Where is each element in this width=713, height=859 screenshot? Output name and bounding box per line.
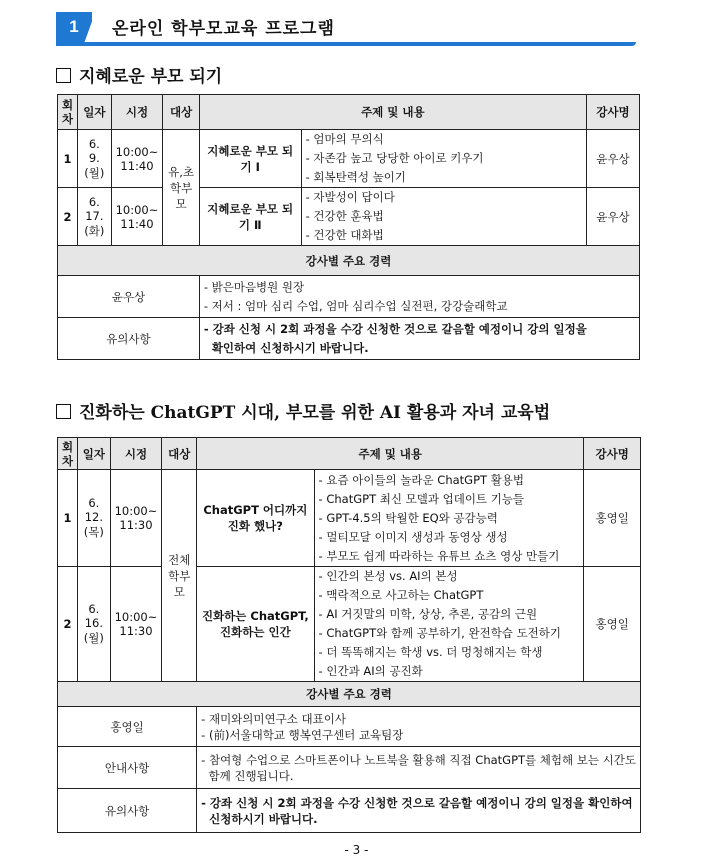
career-header: 강사별 주요 경력 [58, 246, 640, 276]
col-no: 회차 [58, 95, 78, 130]
section-2-table [57, 437, 641, 833]
career-row: 윤우상 - 밝은마음병원 원장 - 저서 : 엄마 심리 수업, 엄마 심리수업 실전편, 강강술래학교 [58, 276, 640, 318]
col-lecturer: 강사명 [586, 95, 639, 130]
topic-title: 진화하는 ChatGPT, 진화하는 인간 [197, 567, 314, 682]
col-target: 대상 [163, 95, 199, 130]
col-topic: 주제 및 내용 [199, 95, 586, 130]
topic-items: - 엄마의 무의식 - 자존감 높고 당당한 아이로 키우기 - 회복탄력성 높이기 [301, 130, 586, 188]
section-2-title: 진화하는 ChatGPT 시대, 부모를 위한 AI 활용과 자녀 교육법 [56, 398, 550, 423]
col-time: 시정 [111, 95, 163, 130]
page-number: - 3 - [344, 843, 369, 857]
target-cell: 유,초 학부모 [163, 130, 199, 246]
topic-items: - 인간의 본성 vs. AI의 본성 - 맥락적으로 사고하는 ChatGPT - AI 거짓말의 미학, 상상, 추론, 공감의 근원 - ChatGPT와 함께 공부하기, 완전학습 도전하기 - 더 똑똑해지는 학생 vs. 더 멍청해지는 학생 - 인간과 AI의 공진화 [314, 567, 584, 682]
table-header-row: 회차 일자 시정 대상 주제 및 내용 강사명 [58, 438, 641, 470]
table-header-row [58, 95, 640, 130]
checkbox-square-icon [56, 68, 71, 83]
section-1-table [57, 94, 640, 360]
career-header: 강사별 주요 경력 [58, 682, 641, 707]
table-row: 2 6. 17. (화) 10:00~ 11:40 지혜로운 부모 되기 Ⅱ - 자발성이 답이다 - 건강한 훈육법 - 건강한 대화법 윤우상 [58, 188, 640, 246]
topic-title: 지혜로운 부모 되기 Ⅰ [199, 130, 301, 188]
topic-title: 지혜로운 부모 되기 Ⅱ [199, 188, 301, 246]
checkbox-square-icon [56, 404, 71, 419]
topic-title: ChatGPT 어디까지 진화 했나? [197, 470, 314, 567]
note-row: 안내사항 - 참여형 수업으로 스마트폰이나 노트북을 활용해 직접 ChatGPT를 체험해 보는 시간도 함께 진행됩니다. [58, 747, 641, 789]
col-date: 일자 [78, 95, 111, 130]
section-header [56, 12, 636, 46]
target-cell: 전체 학부모 [162, 470, 197, 682]
header-number: 1 [56, 12, 92, 42]
section-1-title: 지혜로운 부모 되기 [56, 62, 222, 87]
header-underline [56, 42, 636, 46]
note-row: 유의사항 - 강좌 신청 시 2회 과정을 수강 신청한 것으로 갈음할 예정이니 강의 일정을 확인하여 신청하시기 바랍니다. [58, 318, 640, 360]
note-row: 유의사항 - 강좌 신청 시 2회 과정을 수강 신청한 것으로 갈음할 예정이니 강의 일정을 확인하여 신청하시기 바랍니다. [58, 789, 641, 833]
table-row: 1 6. 12. (목) 10:00~ 11:30 전체 학부모 ChatGPT 어디까지 진화 했나? - 요즘 아이들의 놀라운 ChatGPT 활용법 - ChatGPT 최신 모델과 업데이트 기능들 - GPT-4.5의 탁월한 EQ와 공감능력 - 멀티모달 이미지 생성과 동영상 생성 - 부모도 쉽게 따라하는 유튜브 쇼츠 영상 만들기 홍영일 [58, 470, 641, 567]
table-row: 2 6. 16. (월) 10:00~ 11:30 진화하는 ChatGPT, 진화하는 인간 - 인간의 본성 vs. AI의 본성 - 맥락적으로 사고하는 ChatGPT - AI 거짓말의 미학, 상상, 추론, 공감의 근원 - ChatGPT와 함께 공부하기, 완전학습 도전하기 - 더 똑똑해지는 학생 vs. 더 멍청해지는 학생 - 인간과 AI의 공진화 홍영일 [58, 567, 641, 682]
table-row: 1 6. 9. (월) 10:00~ 11:40 유,초 학부모 지혜로운 부모 되기 Ⅰ - 엄마의 무의식 - 자존감 높고 당당한 아이로 키우기 - 회복탄력성 높이기 윤우상 [58, 130, 640, 188]
topic-items: - 자발성이 답이다 - 건강한 훈육법 - 건강한 대화법 [301, 188, 586, 246]
header-title: 온라인 학부모교육 프로그램 [112, 19, 335, 39]
topic-items: - 요즘 아이들의 놀라운 ChatGPT 활용법 - ChatGPT 최신 모델과 업데이트 기능들 - GPT-4.5의 탁월한 EQ와 공감능력 - 멀티모달 이미지 생성과 동영상 생성 - 부모도 쉽게 따라하는 유튜브 쇼츠 영상 만들기 [314, 470, 584, 567]
career-row: 홍영일 - 재미와의미연구소 대표이사 - (前)서울대학교 행복연구센터 교육팀장 [58, 707, 641, 747]
